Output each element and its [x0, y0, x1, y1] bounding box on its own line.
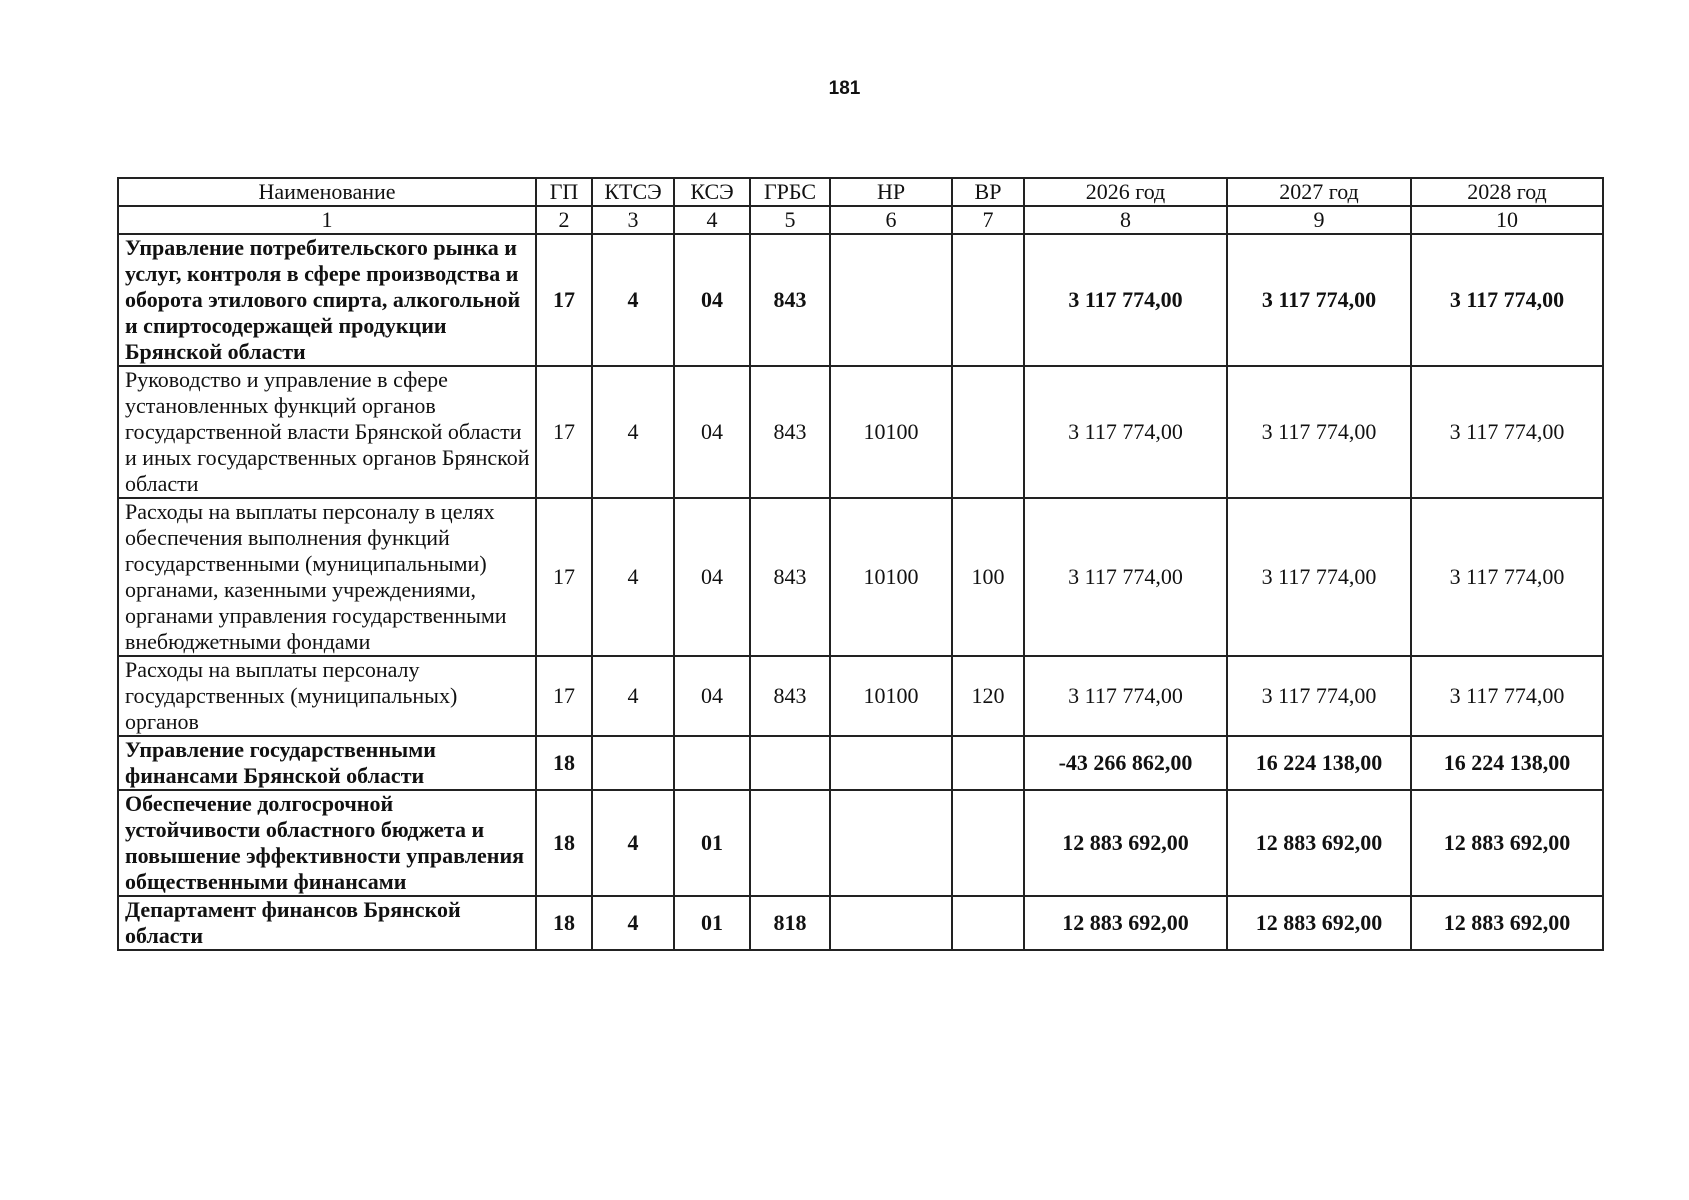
gp-cell: 18	[536, 790, 592, 896]
amount-2026-cell: 12 883 692,00	[1024, 790, 1227, 896]
amount-2028-cell: 3 117 774,00	[1411, 498, 1603, 656]
nr-cell: 10100	[830, 656, 952, 736]
table-row	[118, 234, 1603, 366]
vr-cell	[952, 896, 1024, 950]
grbs-cell: 843	[750, 366, 830, 498]
kse-cell: 04	[674, 234, 750, 366]
table-row	[118, 896, 1603, 950]
amount-2028-cell: 12 883 692,00	[1411, 790, 1603, 896]
amount-2026-cell: -43 266 862,00	[1024, 736, 1227, 790]
amount-2028-cell: 3 117 774,00	[1411, 234, 1603, 366]
kse-cell	[674, 736, 750, 790]
kse-cell: 01	[674, 790, 750, 896]
column-number: 3	[592, 206, 674, 234]
gp-cell: 17	[536, 656, 592, 736]
ktse-cell: 4	[592, 656, 674, 736]
name-cell: Управление государственными финансами Брянской области	[118, 736, 536, 790]
ktse-cell: 4	[592, 234, 674, 366]
nr-cell	[830, 736, 952, 790]
amount-2027-cell: 3 117 774,00	[1227, 498, 1411, 656]
amount-2028-cell: 3 117 774,00	[1411, 656, 1603, 736]
amount-2026-cell: 3 117 774,00	[1024, 656, 1227, 736]
column-number: 10	[1411, 206, 1603, 234]
column-number: 7	[952, 206, 1024, 234]
column-number: 2	[536, 206, 592, 234]
table-row	[118, 736, 1603, 790]
amount-2026-cell: 3 117 774,00	[1024, 498, 1227, 656]
nr-cell: 10100	[830, 366, 952, 498]
page-number: 181	[828, 78, 861, 99]
vr-cell: 120	[952, 656, 1024, 736]
grbs-cell: 843	[750, 234, 830, 366]
header-2028: 2028 год	[1411, 178, 1603, 206]
grbs-cell: 843	[750, 656, 830, 736]
amount-2027-cell: 3 117 774,00	[1227, 234, 1411, 366]
nr-cell	[830, 790, 952, 896]
gp-cell: 17	[536, 366, 592, 498]
amount-2026-cell: 3 117 774,00	[1024, 366, 1227, 498]
ktse-cell	[592, 736, 674, 790]
ktse-cell: 4	[592, 498, 674, 656]
nr-cell	[830, 896, 952, 950]
gp-cell: 17	[536, 234, 592, 366]
column-number: 5	[750, 206, 830, 234]
kse-cell: 04	[674, 656, 750, 736]
grbs-cell: 818	[750, 896, 830, 950]
gp-cell: 17	[536, 498, 592, 656]
amount-2027-cell: 3 117 774,00	[1227, 656, 1411, 736]
ktse-cell: 4	[592, 790, 674, 896]
table-row	[118, 366, 1603, 498]
name-cell: Департамент финансов Брянской области	[118, 896, 536, 950]
header-grbs: ГРБС	[750, 178, 830, 206]
table-row	[118, 790, 1603, 896]
nr-cell: 10100	[830, 498, 952, 656]
gp-cell: 18	[536, 736, 592, 790]
grbs-cell	[750, 790, 830, 896]
nr-cell	[830, 234, 952, 366]
ktse-cell: 4	[592, 366, 674, 498]
amount-2028-cell: 16 224 138,00	[1411, 736, 1603, 790]
column-number: 9	[1227, 206, 1411, 234]
grbs-cell	[750, 736, 830, 790]
header-row	[118, 178, 1603, 206]
amount-2027-cell: 12 883 692,00	[1227, 896, 1411, 950]
amount-2028-cell: 12 883 692,00	[1411, 896, 1603, 950]
kse-cell: 04	[674, 498, 750, 656]
column-number: 1	[118, 206, 536, 234]
amount-2027-cell: 16 224 138,00	[1227, 736, 1411, 790]
kse-cell: 04	[674, 366, 750, 498]
amount-2027-cell: 12 883 692,00	[1227, 790, 1411, 896]
header-gp: ГП	[536, 178, 592, 206]
table-row	[118, 656, 1603, 736]
table-row	[118, 498, 1603, 656]
name-cell: Обеспечение долгосрочной устойчивости областного бюджета и повышение эффективности управления общественными финансами	[118, 790, 536, 896]
amount-2026-cell: 3 117 774,00	[1024, 234, 1227, 366]
amount-2027-cell: 3 117 774,00	[1227, 366, 1411, 498]
budget-table	[117, 177, 1604, 951]
header-ktse: КТСЭ	[592, 178, 674, 206]
header-name: Наименование	[118, 178, 536, 206]
vr-cell	[952, 366, 1024, 498]
vr-cell	[952, 790, 1024, 896]
header-kse: КСЭ	[674, 178, 750, 206]
name-cell: Управление потребительского рынка и услуг, контроля в сфере производства и оборота этилового спирта, алкогольной и спиртосодержащей продукции Брянской области	[118, 234, 536, 366]
name-cell: Расходы на выплаты персоналу в целях обеспечения выполнения функций государственными (муниципальными) органами, казенными учреждениями, органами управления государственными внебюджетными фондами	[118, 498, 536, 656]
amount-2026-cell: 12 883 692,00	[1024, 896, 1227, 950]
header-2027: 2027 год	[1227, 178, 1411, 206]
amount-2028-cell: 3 117 774,00	[1411, 366, 1603, 498]
vr-cell	[952, 736, 1024, 790]
header-nr: НР	[830, 178, 952, 206]
vr-cell	[952, 234, 1024, 366]
column-number-row	[118, 206, 1603, 234]
ktse-cell: 4	[592, 896, 674, 950]
gp-cell: 18	[536, 896, 592, 950]
name-cell: Руководство и управление в сфере установленных функций органов государственной власти Брянской области и иных государственных органов Брянской области	[118, 366, 536, 498]
header-2026: 2026 год	[1024, 178, 1227, 206]
kse-cell: 01	[674, 896, 750, 950]
column-number: 6	[830, 206, 952, 234]
column-number: 8	[1024, 206, 1227, 234]
column-number: 4	[674, 206, 750, 234]
header-vr: ВР	[952, 178, 1024, 206]
grbs-cell: 843	[750, 498, 830, 656]
name-cell: Расходы на выплаты персоналу государственных (муниципальных) органов	[118, 656, 536, 736]
vr-cell: 100	[952, 498, 1024, 656]
